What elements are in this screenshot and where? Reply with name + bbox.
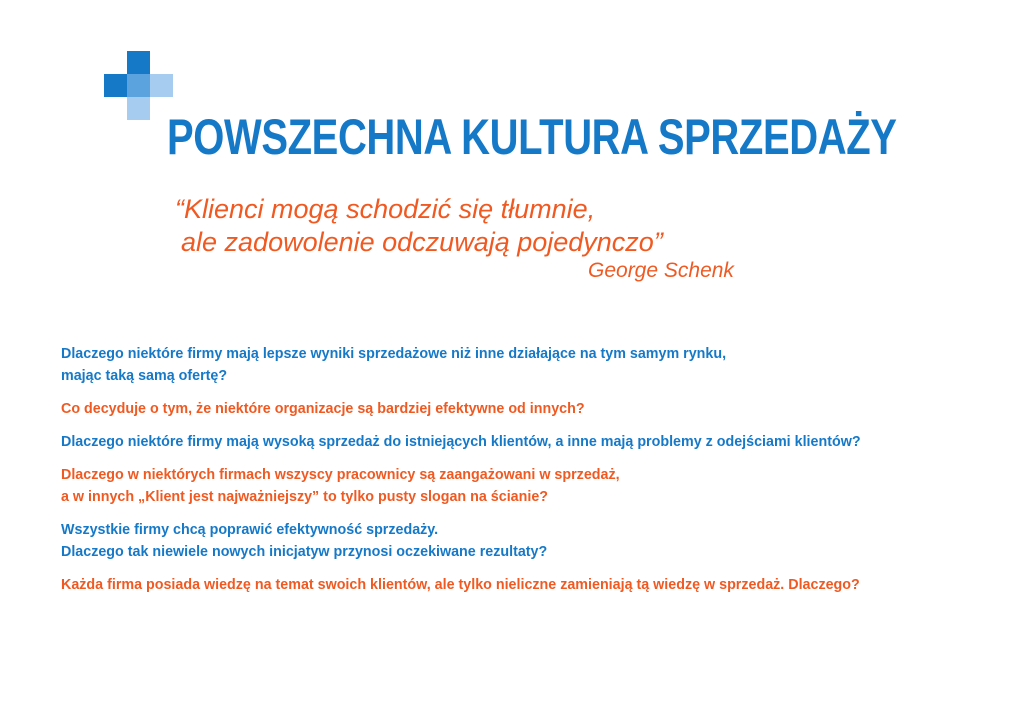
plus-logo-icon [104, 51, 174, 121]
logo-square-center [127, 74, 150, 97]
page-title: POWSZECHNA KULTURA SPRZEDAŻY [167, 109, 897, 165]
question-line: Każda firma posiada wiedzę na temat swoich klientów, ale tylko nieliczne zamieniają tą wiedzę w sprzedaż. Dlaczego? [61, 577, 860, 593]
logo-square-left [104, 74, 127, 97]
quote-author: George Schenk [588, 259, 734, 282]
question-2 [61, 398, 1011, 420]
logo-square-right [150, 74, 173, 97]
question-3 [61, 431, 1011, 453]
question-line: Dlaczego w niektórych firmach wszyscy pracownicy są zaangażowani w sprzedaż, [61, 467, 620, 483]
question-line: Dlaczego niektóre firmy mają wysoką sprzedaż do istniejących klientów, a inne mają problemy z odejściami klientów? [61, 434, 861, 450]
question-line: Dlaczego niektóre firmy mają lepsze wyniki sprzedażowe niż inne działające na tym samym rynku, [61, 346, 727, 362]
question-line: Dlaczego tak niewiele nowych inicjatyw przynosi oczekiwane rezultaty? [61, 544, 548, 560]
question-line: Co decyduje o tym, że niektóre organizacje są bardziej efektywne od innych? [61, 401, 585, 417]
question-line: a w innych „Klient jest najważniejszy” to tylko pusty slogan na ścianie? [61, 489, 549, 505]
question-5 [61, 519, 1011, 563]
quote [175, 193, 663, 259]
logo-square-top [127, 51, 150, 74]
question-line: Wszystkie firmy chcą poprawić efektywność sprzedaży. [61, 522, 439, 538]
logo-square-bottom [127, 97, 150, 120]
question-6 [61, 574, 1011, 596]
question-4 [61, 464, 1011, 508]
question-1 [61, 343, 1011, 387]
question-line: mając taką samą ofertę? [61, 368, 228, 384]
quote-line-1: “Klienci mogą schodzić się tłumnie, [175, 194, 596, 224]
quote-line-2: ale zadowolenie odczuwają pojedynczo” [181, 227, 663, 257]
questions-list [61, 343, 1011, 607]
